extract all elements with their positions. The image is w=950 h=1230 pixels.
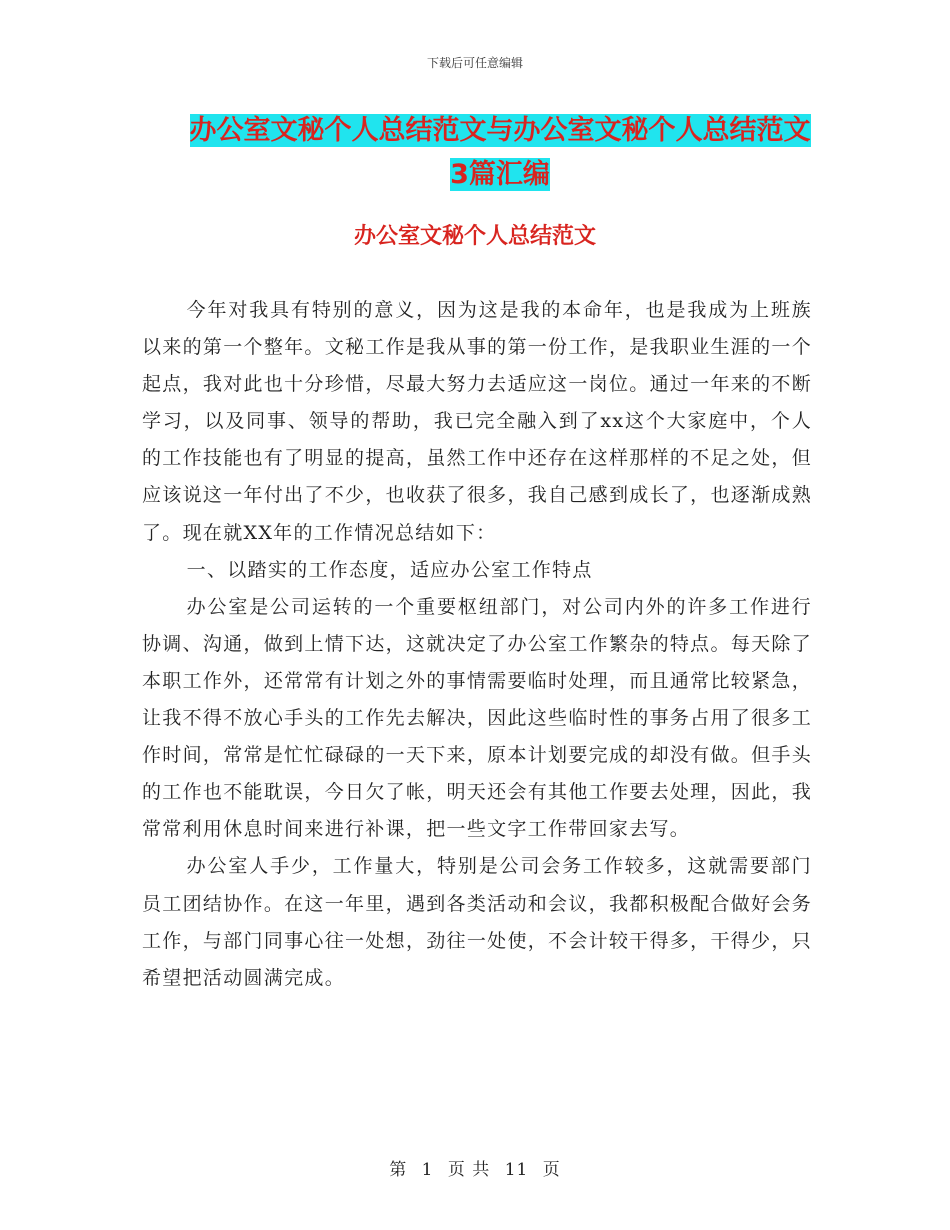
footer-prefix: 第 xyxy=(389,1160,408,1180)
paragraph-2-heading: 一、以踏实的工作态度，适应办公室工作特点 xyxy=(186,558,593,581)
title-highlight-1: 办公室文秘个人总结范文与办公室文秘个人总结范文 xyxy=(189,115,811,146)
footer-page-number: 1 xyxy=(421,1160,434,1180)
section-title: 办公室文秘个人总结范文 xyxy=(353,224,596,249)
header-note: 下载后可任意编辑 xyxy=(426,56,523,70)
document-title-line-2 xyxy=(150,152,850,198)
title-highlight-2: 3篇汇编 xyxy=(450,159,550,190)
footer-suffix: 页 xyxy=(542,1160,561,1180)
footer-middle: 页 共 xyxy=(447,1160,491,1180)
footer-total-pages: 11 xyxy=(504,1160,529,1180)
document-title-line-1 xyxy=(150,108,850,154)
paragraph-3: 办公室是公司运转的一个重要枢纽部门，对公司内外的许多工作进行协调、沟通，做到上情下达，这就决定了办公室工作繁杂的特点。每天除了本职工作外，还常常有计划之外的事情需要临时处理，而且通常比较紧急，让我不得不放心手头的工作先去解决，因此这些临时性的事务占用了很多工作时间，常常是忙忙碌碌的一天下来，原本计划要完成的却没有做。但手头的工作也不能耽误，今日欠了帐，明天还会有其他工作要去处理，因此，我常常利用休息时间来进行补课，把一些文字工作带回家去写。 xyxy=(142,595,812,841)
body-text xyxy=(142,292,812,997)
paragraph-4: 办公室人手少，工作量大，特别是公司会务工作较多，这就需要部门员工团结协作。在这一年里，遇到各类活动和会议，我都积极配合做好会务工作，与部门同事心往一处想，劲往一处使，不会计较干得多，干得少，只希望把活动圆满完成。 xyxy=(142,855,812,989)
page-footer xyxy=(0,1155,950,1180)
paragraph-1: 今年对我具有特别的意义，因为这是我的本命年，也是我成为上班族以来的第一个整年。文秘工作是我从事的第一份工作，是我职业生涯的一个起点，我对此也十分珍惜，尽最大努力去适应这一岗位。通过一年来的不断学习，以及同事、领导的帮助，我已完全融入到了xx这个大家庭中，个人的工作技能也有了明显的提高，虽然工作中还存在这样那样的不足之处，但应该说这一年付出了不少，也收获了很多，我自己感到成长了，也逐渐成熟了。现在就XX年的工作情况总结如下： xyxy=(142,299,812,544)
